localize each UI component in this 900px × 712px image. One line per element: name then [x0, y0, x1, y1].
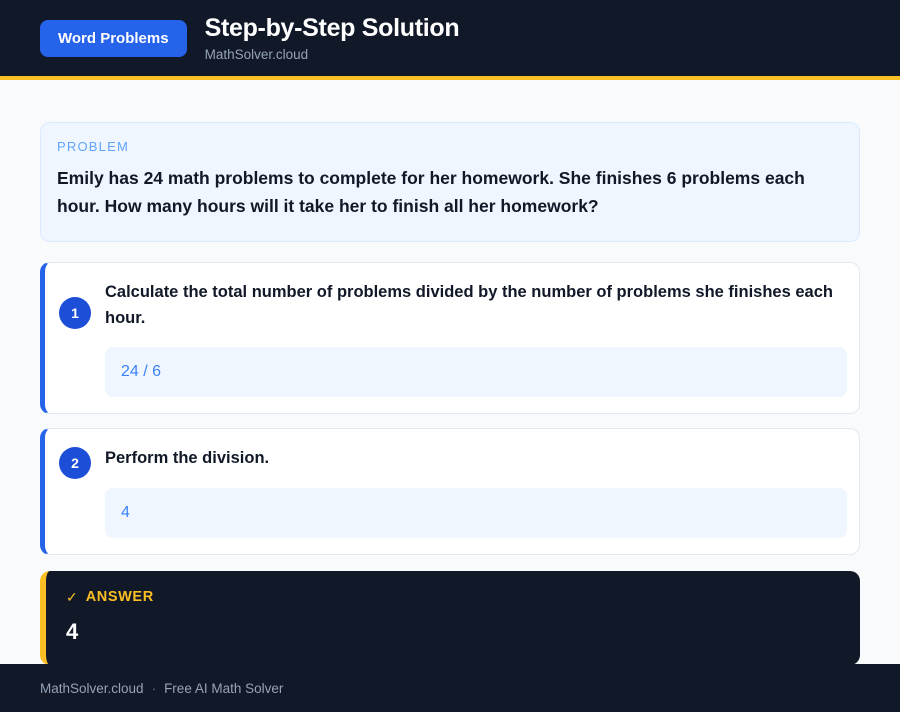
footer-tagline: Free AI Math Solver	[164, 680, 284, 696]
step-expression: 4	[105, 488, 847, 538]
step-expression: 24 / 6	[105, 347, 847, 397]
problem-card	[40, 122, 860, 242]
answer-label-row	[66, 589, 840, 605]
step-title: Calculate the total number of problems divided by the number of problems she finishes each hour.	[105, 282, 833, 328]
step-body	[105, 445, 847, 537]
footer-separator: ·	[151, 680, 157, 696]
footer-site: MathSolver.cloud	[40, 680, 144, 696]
step-card	[40, 262, 860, 415]
answer-value: 4	[66, 618, 79, 644]
header-titles	[205, 14, 460, 61]
step-body	[105, 279, 847, 398]
main-content	[0, 80, 900, 665]
page-footer	[0, 664, 900, 712]
page-title: Step-by-Step Solution	[204, 14, 460, 43]
step-title: Perform the division.	[105, 449, 270, 468]
step-card	[40, 428, 860, 554]
page-subtitle: MathSolver.cloud	[204, 47, 309, 63]
category-badge: Word Problems	[40, 20, 187, 57]
page-header	[0, 0, 900, 80]
problem-text: Emily has 24 math problems to complete for her homework. She finishes 6 problems each hour. How many hours will it take her to finish all her homework?	[57, 168, 805, 217]
step-number-badge: 2	[59, 447, 91, 479]
answer-card	[40, 571, 860, 665]
step-number-badge: 1	[59, 297, 91, 329]
problem-label: PROBLEM	[57, 139, 129, 154]
check-icon: ✓	[66, 588, 78, 605]
answer-label: ANSWER	[85, 588, 154, 605]
